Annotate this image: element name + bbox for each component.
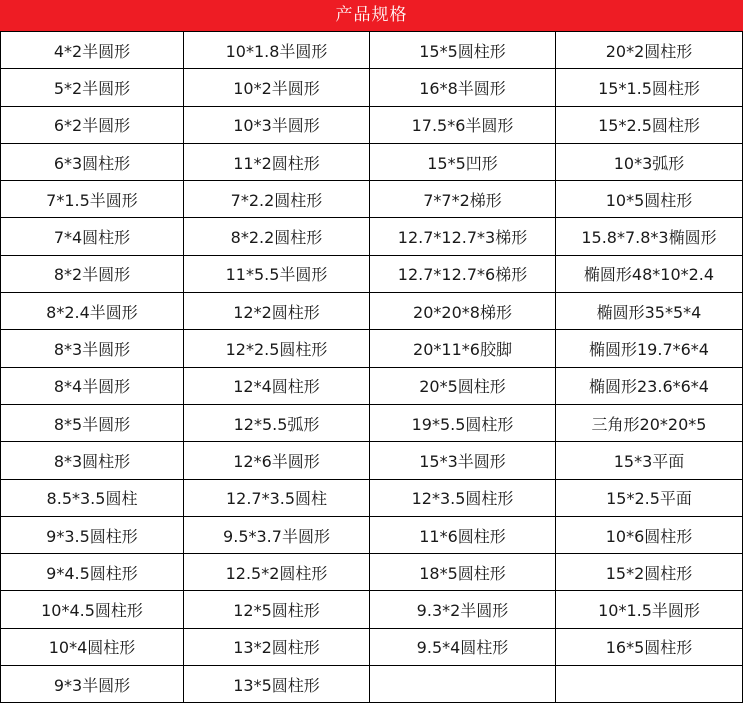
spec-cell: 5*2半圆形 xyxy=(0,69,184,106)
spec-cell: 8*2半圆形 xyxy=(0,256,184,293)
spec-cell: 12.7*12.7*3梯形 xyxy=(370,218,556,255)
spec-cell: 15*1.5圆柱形 xyxy=(556,69,743,106)
spec-cell: 9*4.5圆柱形 xyxy=(0,554,184,591)
spec-cell: 20*20*8梯形 xyxy=(370,293,556,330)
spec-cell: 7*2.2圆柱形 xyxy=(184,181,370,218)
spec-cell: 10*4.5圆柱形 xyxy=(0,591,184,628)
spec-cell: 椭圆形23.6*6*4 xyxy=(556,368,743,405)
spec-cell: 20*11*6胶脚 xyxy=(370,330,556,367)
spec-cell: 20*2圆柱形 xyxy=(556,32,743,69)
spec-cell: 8*3半圆形 xyxy=(0,330,184,367)
spec-cell: 12*3.5圆柱形 xyxy=(370,480,556,517)
spec-cell: 8*3圆柱形 xyxy=(0,442,184,479)
spec-cell: 11*5.5半圆形 xyxy=(184,256,370,293)
spec-cell: 10*4圆柱形 xyxy=(0,629,184,666)
spec-cell: 9.5*3.7半圆形 xyxy=(184,517,370,554)
spec-cell: 10*3半圆形 xyxy=(184,107,370,144)
spec-cell xyxy=(370,666,556,703)
spec-cell: 9*3.5圆柱形 xyxy=(0,517,184,554)
spec-cell: 椭圆形35*5*4 xyxy=(556,293,743,330)
spec-cell: 7*4圆柱形 xyxy=(0,218,184,255)
table-header: 产品规格 xyxy=(0,0,743,31)
spec-cell: 19*5.5圆柱形 xyxy=(370,405,556,442)
spec-cell: 15*3半圆形 xyxy=(370,442,556,479)
spec-cell: 8*5半圆形 xyxy=(0,405,184,442)
spec-cell: 10*2半圆形 xyxy=(184,69,370,106)
spec-cell: 9*3半圆形 xyxy=(0,666,184,703)
spec-cell: 9.5*4圆柱形 xyxy=(370,629,556,666)
spec-cell: 17.5*6半圆形 xyxy=(370,107,556,144)
spec-cell: 10*5圆柱形 xyxy=(556,181,743,218)
spec-cell: 8*4半圆形 xyxy=(0,368,184,405)
spec-cell: 18*5圆柱形 xyxy=(370,554,556,591)
spec-cell: 12*4圆柱形 xyxy=(184,368,370,405)
spec-cell: 16*5圆柱形 xyxy=(556,629,743,666)
spec-cell: 12.7*3.5圆柱 xyxy=(184,480,370,517)
spec-cell: 15*5凹形 xyxy=(370,144,556,181)
spec-cell: 10*3弧形 xyxy=(556,144,743,181)
spec-cell: 12*6半圆形 xyxy=(184,442,370,479)
spec-cell: 7*7*2梯形 xyxy=(370,181,556,218)
spec-cell: 10*1.5半圆形 xyxy=(556,591,743,628)
spec-cell: 15.8*7.8*3椭圆形 xyxy=(556,218,743,255)
spec-cell: 8*2.2圆柱形 xyxy=(184,218,370,255)
spec-cell: 10*1.8半圆形 xyxy=(184,32,370,69)
spec-cell: 三角形20*20*5 xyxy=(556,405,743,442)
spec-cell: 10*6圆柱形 xyxy=(556,517,743,554)
spec-cell: 15*3平面 xyxy=(556,442,743,479)
spec-cell: 9.3*2半圆形 xyxy=(370,591,556,628)
spec-cell: 6*3圆柱形 xyxy=(0,144,184,181)
spec-cell xyxy=(556,666,743,703)
spec-cell: 13*2圆柱形 xyxy=(184,629,370,666)
spec-cell: 8.5*3.5圆柱 xyxy=(0,480,184,517)
spec-cell: 椭圆形19.7*6*4 xyxy=(556,330,743,367)
spec-cell: 15*5圆柱形 xyxy=(370,32,556,69)
spec-cell: 12*2.5圆柱形 xyxy=(184,330,370,367)
spec-cell: 12.5*2圆柱形 xyxy=(184,554,370,591)
spec-cell: 6*2半圆形 xyxy=(0,107,184,144)
spec-cell: 8*2.4半圆形 xyxy=(0,293,184,330)
spec-cell: 12*5圆柱形 xyxy=(184,591,370,628)
spec-cell: 15*2.5圆柱形 xyxy=(556,107,743,144)
spec-cell: 11*6圆柱形 xyxy=(370,517,556,554)
spec-cell: 12*5.5弧形 xyxy=(184,405,370,442)
spec-cell: 12.7*12.7*6梯形 xyxy=(370,256,556,293)
spec-cell: 7*1.5半圆形 xyxy=(0,181,184,218)
spec-cell: 15*2.5平面 xyxy=(556,480,743,517)
spec-cell: 4*2半圆形 xyxy=(0,32,184,69)
spec-cell: 椭圆形48*10*2.4 xyxy=(556,256,743,293)
spec-cell: 15*2圆柱形 xyxy=(556,554,743,591)
spec-cell: 16*8半圆形 xyxy=(370,69,556,106)
spec-cell: 20*5圆柱形 xyxy=(370,368,556,405)
spec-cell: 12*2圆柱形 xyxy=(184,293,370,330)
spec-cell: 11*2圆柱形 xyxy=(184,144,370,181)
spec-grid xyxy=(0,31,743,703)
spec-cell: 13*5圆柱形 xyxy=(184,666,370,703)
